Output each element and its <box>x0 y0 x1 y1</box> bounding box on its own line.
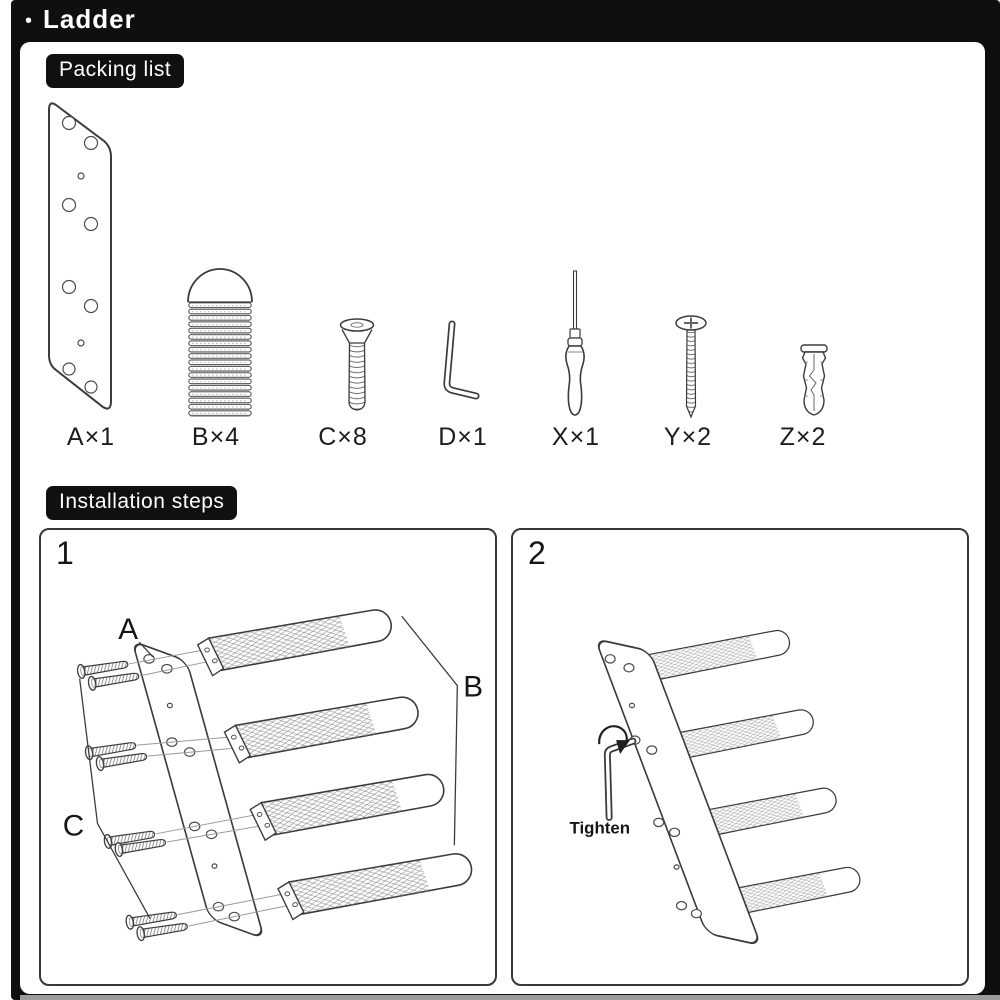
tighten-label: Tighten <box>569 818 631 838</box>
label-c: C <box>62 809 85 843</box>
step-rung <box>638 629 793 686</box>
step-rung <box>277 852 475 922</box>
step-2-number: 2 <box>528 535 546 571</box>
part-x-label: X×1 <box>551 423 601 451</box>
part-a-side-plate-drawing <box>48 97 118 427</box>
step-2-diagram <box>513 530 967 984</box>
part-z-label: Z×2 <box>779 423 827 451</box>
plate-outline <box>132 641 264 939</box>
label-c-leader <box>80 679 150 919</box>
packing-list-label: Packing list <box>46 54 184 88</box>
header-bullet: • <box>25 10 33 32</box>
label-b: B <box>463 670 484 704</box>
step-1-diagram <box>41 530 495 984</box>
part-b-label: B×4 <box>191 423 241 451</box>
label-a: A <box>118 613 139 647</box>
part-y-label: Y×2 <box>663 423 713 451</box>
step-rung <box>197 608 395 678</box>
part-a-label: A×1 <box>66 423 116 451</box>
part-c-label: C×8 <box>318 423 368 451</box>
step-rung <box>249 772 447 842</box>
part-z-wall-anchor-drawing <box>794 342 834 424</box>
step-1-panel <box>39 528 497 986</box>
content-area <box>20 42 985 994</box>
page-header <box>11 0 1000 42</box>
step-rung <box>223 695 421 765</box>
label-b-leader <box>402 616 458 845</box>
plate-outline <box>595 639 761 945</box>
part-d-hex-key-drawing <box>434 320 486 402</box>
part-x-screwdriver-drawing <box>559 268 595 420</box>
part-y-wood-screw-drawing <box>671 314 717 424</box>
part-c-screw-drawing <box>334 315 380 417</box>
step-2-panel <box>511 528 969 986</box>
step-1-number: 1 <box>56 535 74 571</box>
bottom-edge-strip <box>20 995 1000 1000</box>
part-b-step-drawing <box>178 266 263 424</box>
part-d-label: D×1 <box>438 423 488 451</box>
installation-steps-label: Installation steps <box>46 486 237 520</box>
page-title: Ladder <box>43 3 136 34</box>
